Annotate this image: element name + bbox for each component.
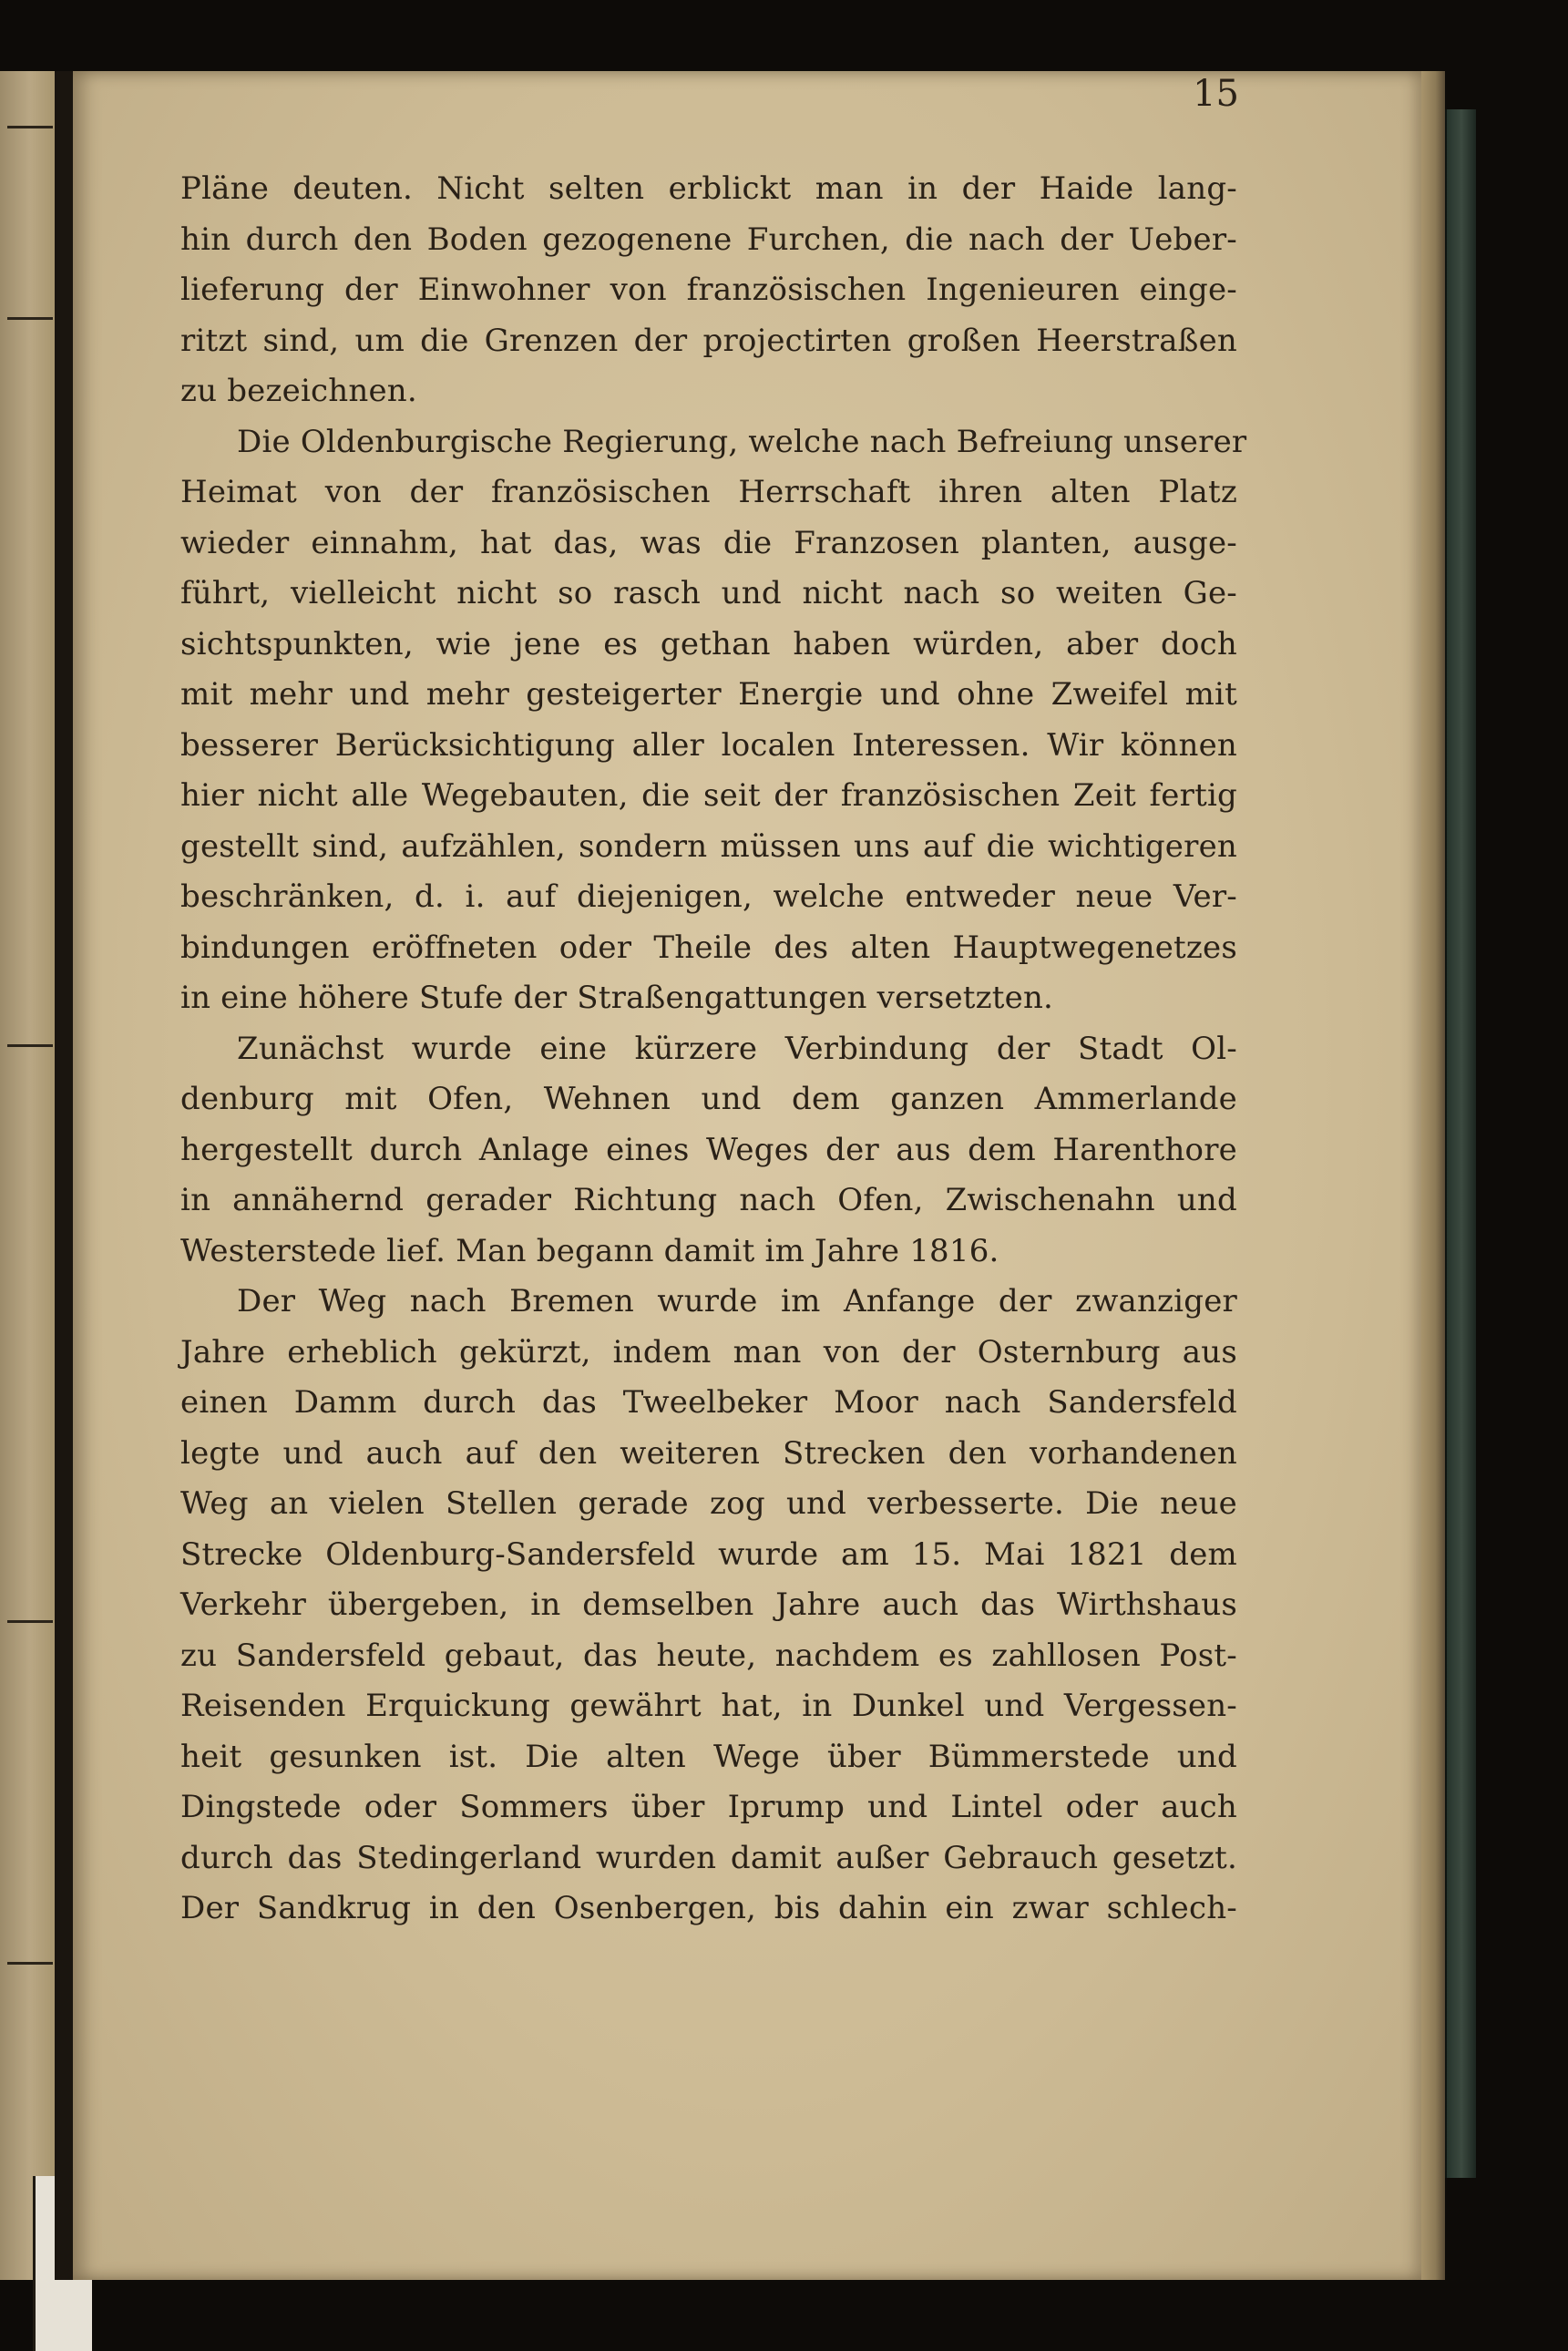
text-line: Heimat von der französischen Herrschaft ihren alten Platz (180, 474, 1237, 510)
text-line: gestellt sind, aufzählen, sondern müssen uns auf die wichtigeren (180, 827, 1237, 865)
text-line: besserer Berücksichtigung aller localen Interessen. Wir können (180, 726, 1237, 764)
book-gutter (55, 71, 73, 2280)
text-line: Pläne deuten. Nicht selten erblickt man in der Haide lang- (180, 170, 1237, 207)
text-line: hier nicht alle Wegebauten, die seit der französischen Zeit fertig (180, 777, 1237, 814)
margin-mark (7, 126, 53, 128)
text-line: durch das Stedingerland wurden damit außer Gebrauch gesetzt. (180, 1839, 1237, 1876)
text-line: ritzt sind, um die Grenzen der projectirten großen Heerstraßen (180, 322, 1237, 359)
text-line: Dingstede oder Sommers über Iprump und Lintel oder auch (180, 1789, 1237, 1825)
text-line: sichtspunkten, wie jene es gethan haben würden, aber doch (180, 625, 1237, 662)
text-line: bindungen eröffneten oder Theile des alten Hauptwegenetzes (180, 929, 1237, 966)
text-line: wieder einnahm, hat das, was die Franzosen planten, ausge- (180, 524, 1237, 561)
margin-mark (7, 317, 53, 320)
text-line: in eine höhere Stufe der Straßengattungen versetzten. (180, 980, 1054, 1016)
page-edge (1421, 71, 1445, 2280)
text-line: Die Oldenburgische Regierung, welche nach Befreiung unserer (237, 423, 1247, 460)
text-line: beschränken, d. i. auf diejenigen, welche entweder neue Ver- (180, 878, 1237, 915)
margin-mark (7, 1620, 53, 1623)
text-line: Der Sandkrug in den Osenbergen, bis dahin ein zwar schlech- (180, 1890, 1237, 1926)
page-number: 15 (1193, 73, 1239, 115)
text-line: legte und auch auf den weiteren Strecken den vorhandenen (180, 1434, 1237, 1472)
text-line: Verkehr übergeben, in demselben Jahre auch das Wirthshaus (180, 1586, 1237, 1623)
text-line: Westerstede lief. Man begann damit im Jahre 1816. (180, 1232, 999, 1269)
text-line: Strecke Oldenburg-Sandersfeld wurde am 15. Mai 1821 dem (180, 1535, 1237, 1573)
margin-mark (7, 1044, 53, 1047)
text-line: Zunächst wurde eine kürzere Verbindung der Stadt Ol- (237, 1030, 1237, 1067)
text-line: führt, vielleicht nicht so rasch und nicht nach so weiten Ge- (180, 575, 1237, 611)
text-line: hin durch den Boden gezogenene Furchen, die nach der Ueber- (180, 221, 1237, 258)
text-line: zu Sandersfeld gebaut, das heute, nachdem es zahllosen Post- (180, 1637, 1237, 1674)
text-line: Der Weg nach Bremen wurde im Anfange der zwanziger (237, 1283, 1237, 1319)
text-line: in annähernd gerader Richtung nach Ofen, Zwischenahn und (180, 1182, 1237, 1218)
text-line: mit mehr und mehr gesteigerter Energie und ohne Zweifel mit (180, 676, 1237, 713)
text-line: Weg an vielen Stellen gerade zog und verbesserte. Die neue (180, 1485, 1237, 1522)
text-line: einen Damm durch das Tweelbeker Moor nach Sandersfeld (180, 1384, 1237, 1421)
text-line: hergestellt durch Anlage eines Weges der aus dem Harenthore (180, 1131, 1237, 1168)
margin-mark (7, 1962, 53, 1965)
text-line: denburg mit Ofen, Wehnen und dem ganzen Ammerlande (180, 1081, 1237, 1117)
text-line: zu bezeichnen. (180, 373, 417, 409)
text-line: heit gesunken ist. Die alten Wege über Bümmerstede und (180, 1738, 1237, 1775)
text-line: Reisenden Erquickung gewährt hat, in Dunkel und Vergessen- (180, 1688, 1237, 1724)
body-text (180, 164, 1247, 1935)
text-line: lieferung der Einwohner von französischen Ingenieuren einge- (180, 272, 1237, 308)
facing-page-edge (0, 71, 55, 2280)
text-line: Jahre erheblich gekürzt, indem man von der Osternburg aus (180, 1333, 1237, 1371)
book-spine (1445, 109, 1476, 2178)
